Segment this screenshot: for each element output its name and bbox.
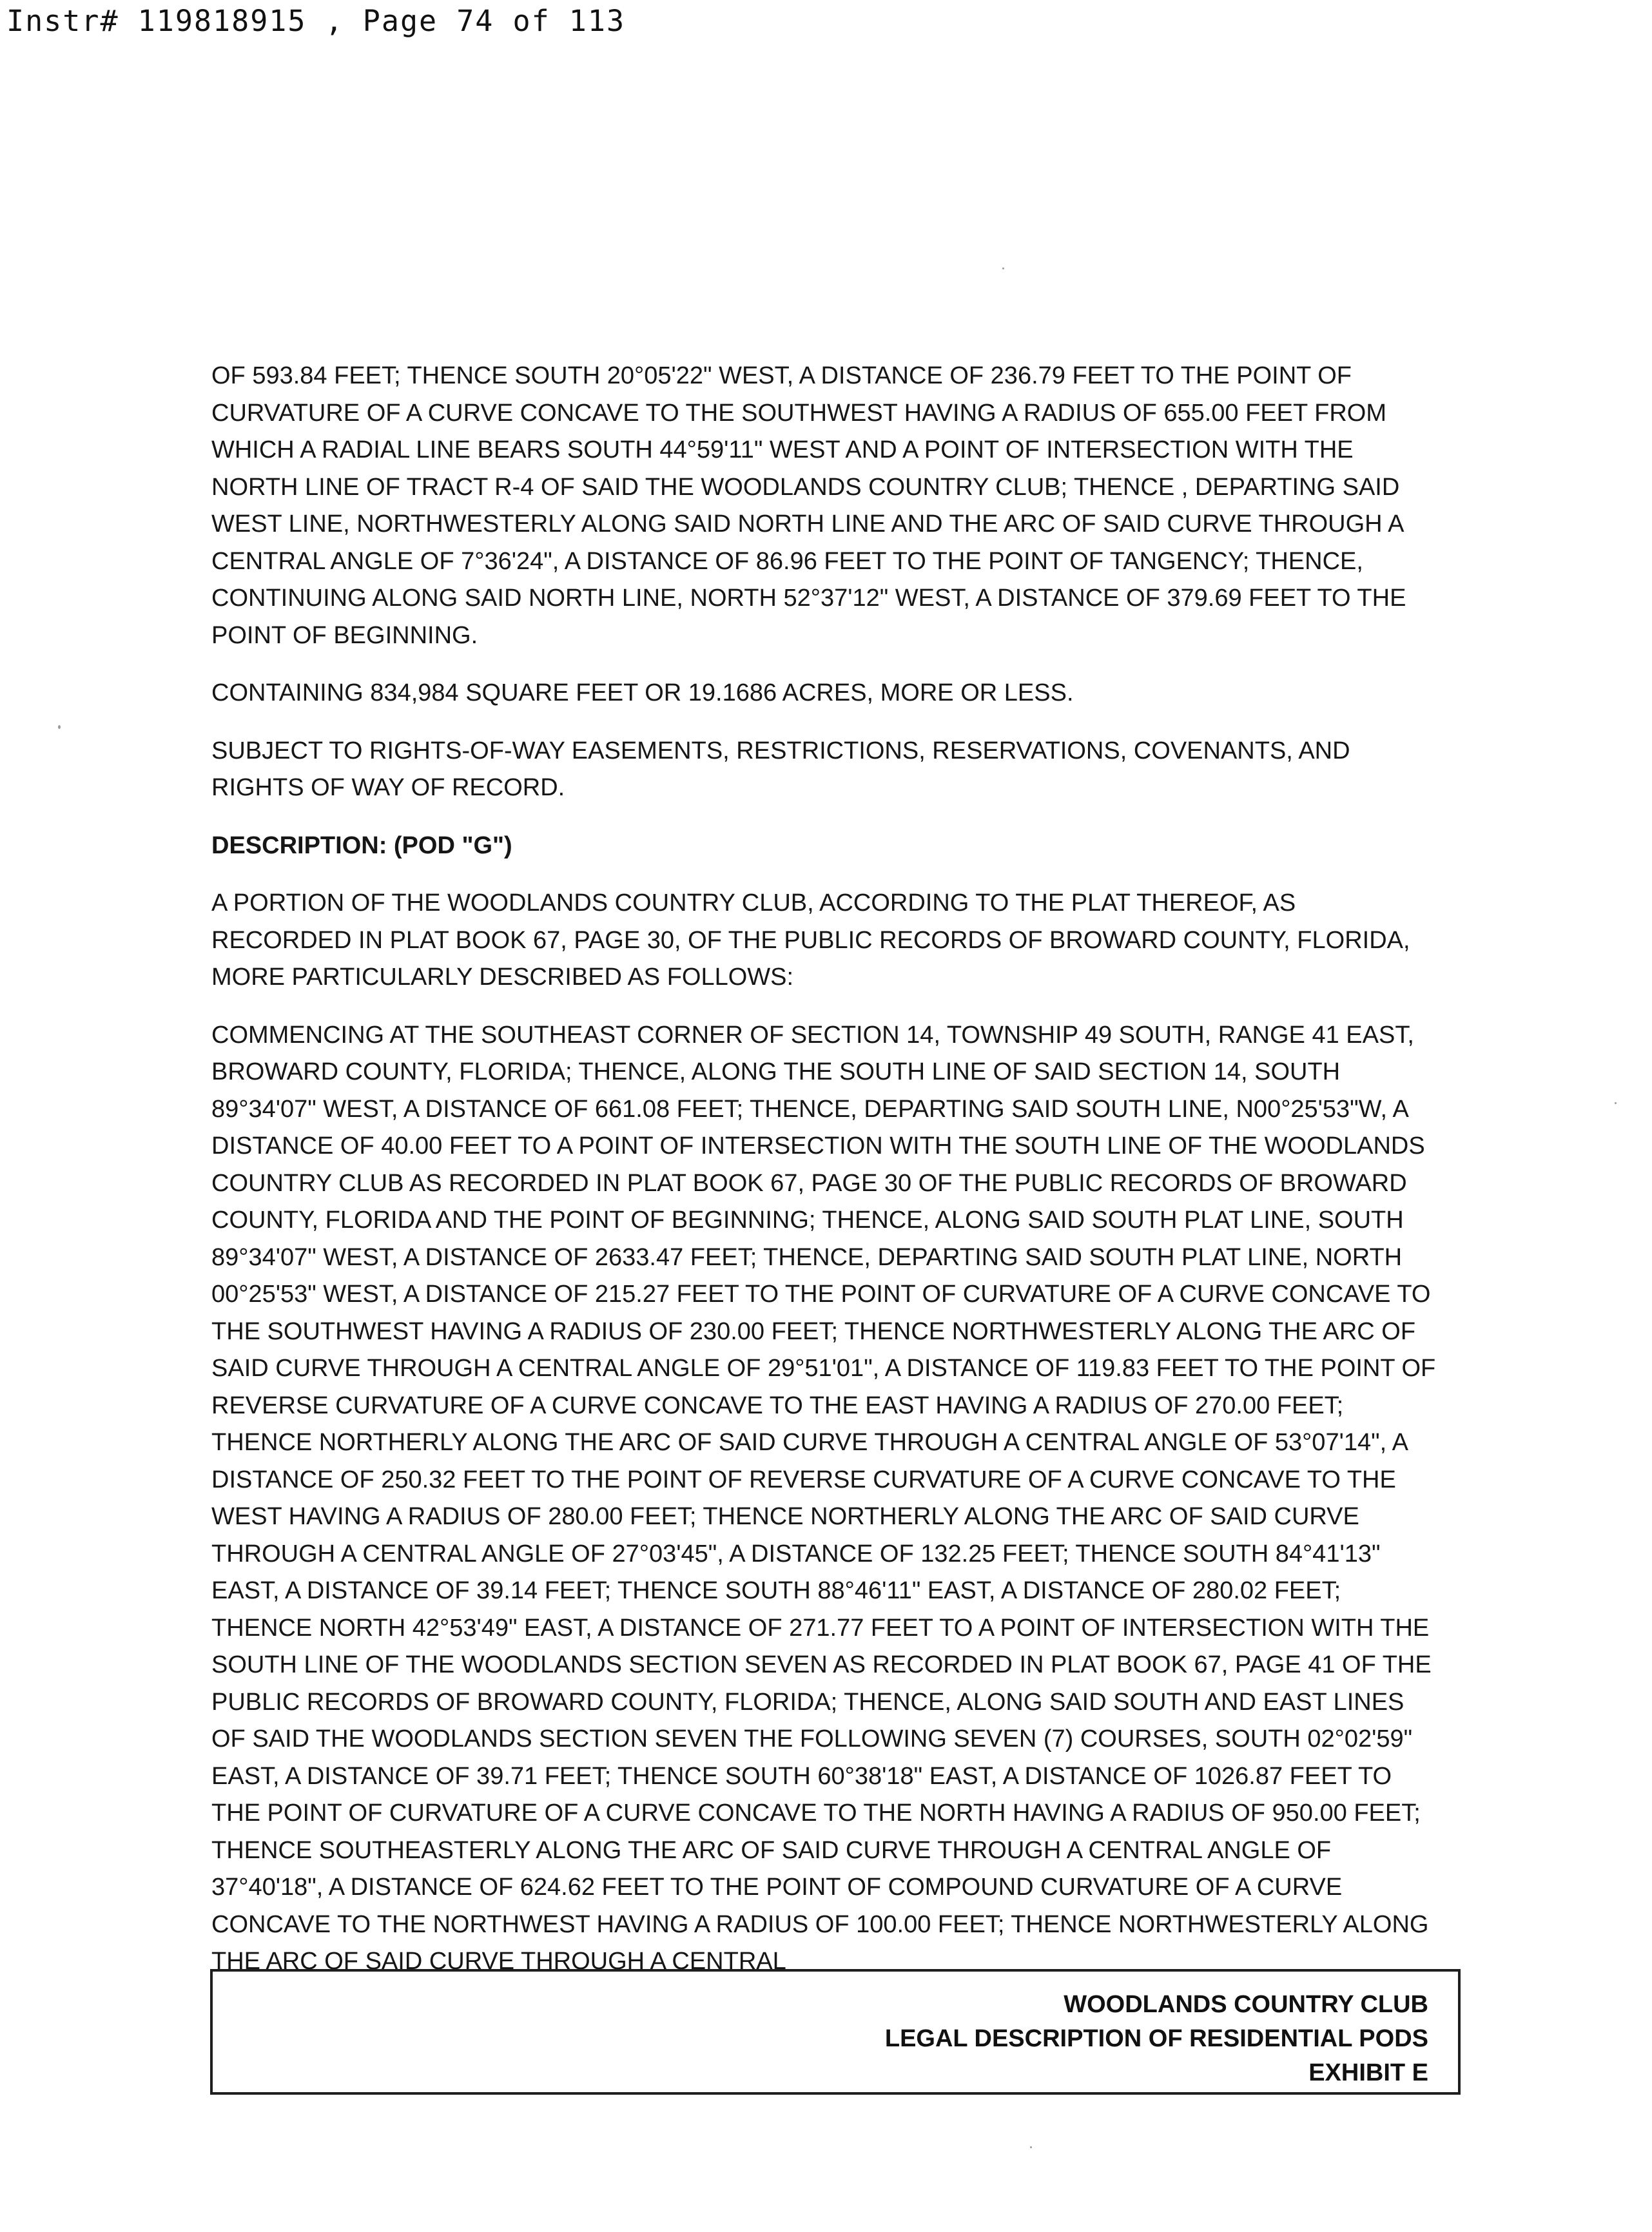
legal-description-body <box>211 358 1436 2001</box>
title-block-line-1: WOODLANDS COUNTRY CLUB <box>1064 1991 1428 2018</box>
scan-speck <box>1002 267 1004 269</box>
instrument-stamp: Instr# 119818915 , Page 74 of 113 <box>6 4 626 38</box>
paragraph-portion-of: A PORTION OF THE WOODLANDS COUNTRY CLUB, ACCORDING TO THE PLAT THEREOF, AS RECORDED IN PLAT BOOK 67, PAGE 30, OF THE PUBLIC RECORDS OF BROWARD COUNTY, FLORIDA, MORE PARTICULARLY DESCRIBED AS FOLLOWS: <box>211 889 1410 991</box>
section-heading: DESCRIPTION: (POD "G") <box>211 831 512 859</box>
paragraph-closing-course: OF 593.84 FEET; THENCE SOUTH 20°05'22" WEST, A DISTANCE OF 236.79 FEET TO THE POINT OF CURVATURE OF A CURVE CONCAVE TO THE SOUTHWEST HAVING A RADIUS OF 655.00 FEET FROM WHICH A RADIAL LINE BEARS SOUTH 44°59'11" WEST AND A POINT OF INTERSECTION WITH THE NORTH LINE OF TRACT R-4 OF SAID THE WOODLANDS COUNTRY CLUB; THENCE , DEPARTING SAID WEST LINE, NORTHWESTERLY ALONG SAID NORTH LINE AND THE ARC OF SAID CURVE THROUGH A CENTRAL ANGLE OF 7°36'24", A DISTANCE OF 86.96 FEET TO THE POINT OF TANGENCY; THENCE, CONTINUING ALONG SAID NORTH LINE, NORTH 52°37'12" WEST, A DISTANCE OF 379.69 FEET TO THE POINT OF BEGINNING. <box>211 362 1406 649</box>
scan-speck <box>58 725 61 729</box>
paragraph-subject-to: SUBJECT TO RIGHTS-OF-WAY EASEMENTS, RESTRICTIONS, RESERVATIONS, COVENANTS, AND RIGHTS OF WAY OF RECORD. <box>211 737 1350 801</box>
title-block-line-3: EXHIBIT E <box>1308 2059 1428 2086</box>
scan-speck <box>1615 1102 1617 1104</box>
exhibit-title-block <box>210 1969 1461 2095</box>
title-block-line-2: LEGAL DESCRIPTION OF RESIDENTIAL PODS <box>884 2025 1428 2052</box>
paragraph-area: CONTAINING 834,984 SQUARE FEET OR 19.1686 ACRES, MORE OR LESS. <box>211 679 1074 706</box>
paragraph-commencing: COMMENCING AT THE SOUTHEAST CORNER OF SECTION 14, TOWNSHIP 49 SOUTH, RANGE 41 EAST, BROWARD COUNTY, FLORIDA; THENCE, ALONG THE SOUTH LINE OF SAID SECTION 14, SOUTH 89°34'07" WEST, A DISTANCE OF 661.08 FEET; THENCE, DEPARTING SAID SOUTH LINE, N00°25'53"W, A DISTANCE OF 40.00 FEET TO A POINT OF INTERSECTION WITH THE SOUTH LINE OF THE WOODLANDS COUNTRY CLUB AS RECORDED IN PLAT BOOK 67, PAGE 30 OF THE PUBLIC RECORDS OF BROWARD COUNTY, FLORIDA AND THE POINT OF BEGINNING; THENCE, ALONG SAID SOUTH PLAT LINE, SOUTH 89°34'07" WEST, A DISTANCE OF 2633.47 FEET; THENCE, DEPARTING SAID SOUTH PLAT LINE, NORTH 00°25'53" WEST, A DISTANCE OF 215.27 FEET TO THE POINT OF CURVATURE OF A CURVE CONCAVE TO THE SOUTHWEST HAVING A RADIUS OF 230.00 FEET; THENCE NORTHWESTERLY ALONG THE ARC OF SAID CURVE THROUGH A CENTRAL ANGLE OF 29°51'01", A DISTANCE OF 119.83 FEET TO THE POINT OF REVERSE CURVATURE OF A CURVE CONCAVE TO THE EAST HAVING A RADIUS OF 270.00 FEET; THENCE NORTHERLY ALONG THE ARC OF SAID CURVE THROUGH A CENTRAL ANGLE OF 53°07'14", A DISTANCE OF 250.32 FEET TO THE POINT OF REVERSE CURVATURE OF A CURVE CONCAVE TO THE WEST HAVING A RADIUS OF 280.00 FEET; THENCE NORTHERLY ALONG THE ARC OF SAID CURVE THROUGH A CENTRAL ANGLE OF 27°03'45", A DISTANCE OF 132.25 FEET; THENCE SOUTH 84°41'13" EAST, A DISTANCE OF 39.14 FEET; THENCE SOUTH 88°46'11" EAST, A DISTANCE OF 280.02 FEET; THENCE NORTH 42°53'49" EAST, A DISTANCE OF 271.77 FEET TO A POINT OF INTERSECTION WITH THE SOUTH LINE OF THE WOODLANDS SECTION SEVEN AS RECORDED IN PLAT BOOK 67, PAGE 41 OF THE PUBLIC RECORDS OF BROWARD COUNTY, FLORIDA; THENCE, ALONG SAID SOUTH AND EAST LINES OF SAID THE WOODLANDS SECTION SEVEN THE FOLLOWING SEVEN (7) COURSES, SOUTH 02°02'59" EAST, A DISTANCE OF 39.71 FEET; THENCE SOUTH 60°38'18" EAST, A DISTANCE OF 1026.87 FEET TO THE POINT OF CURVATURE OF A CURVE CONCAVE TO THE NORTH HAVING A RADIUS OF 950.00 FEET; THENCE SOUTHEASTERLY ALONG THE ARC OF SAID CURVE THROUGH A CENTRAL ANGLE OF 37°40'18", A DISTANCE OF 624.62 FEET TO THE POINT OF COMPOUND CURVATURE OF A CURVE CONCAVE TO THE NORTHWEST HAVING A RADIUS OF 100.00 FEET; THENCE NORTHWESTERLY ALONG THE ARC OF SAID CURVE THROUGH A CENTRAL <box>211 1021 1436 1975</box>
scan-speck <box>1030 2146 1032 2148</box>
